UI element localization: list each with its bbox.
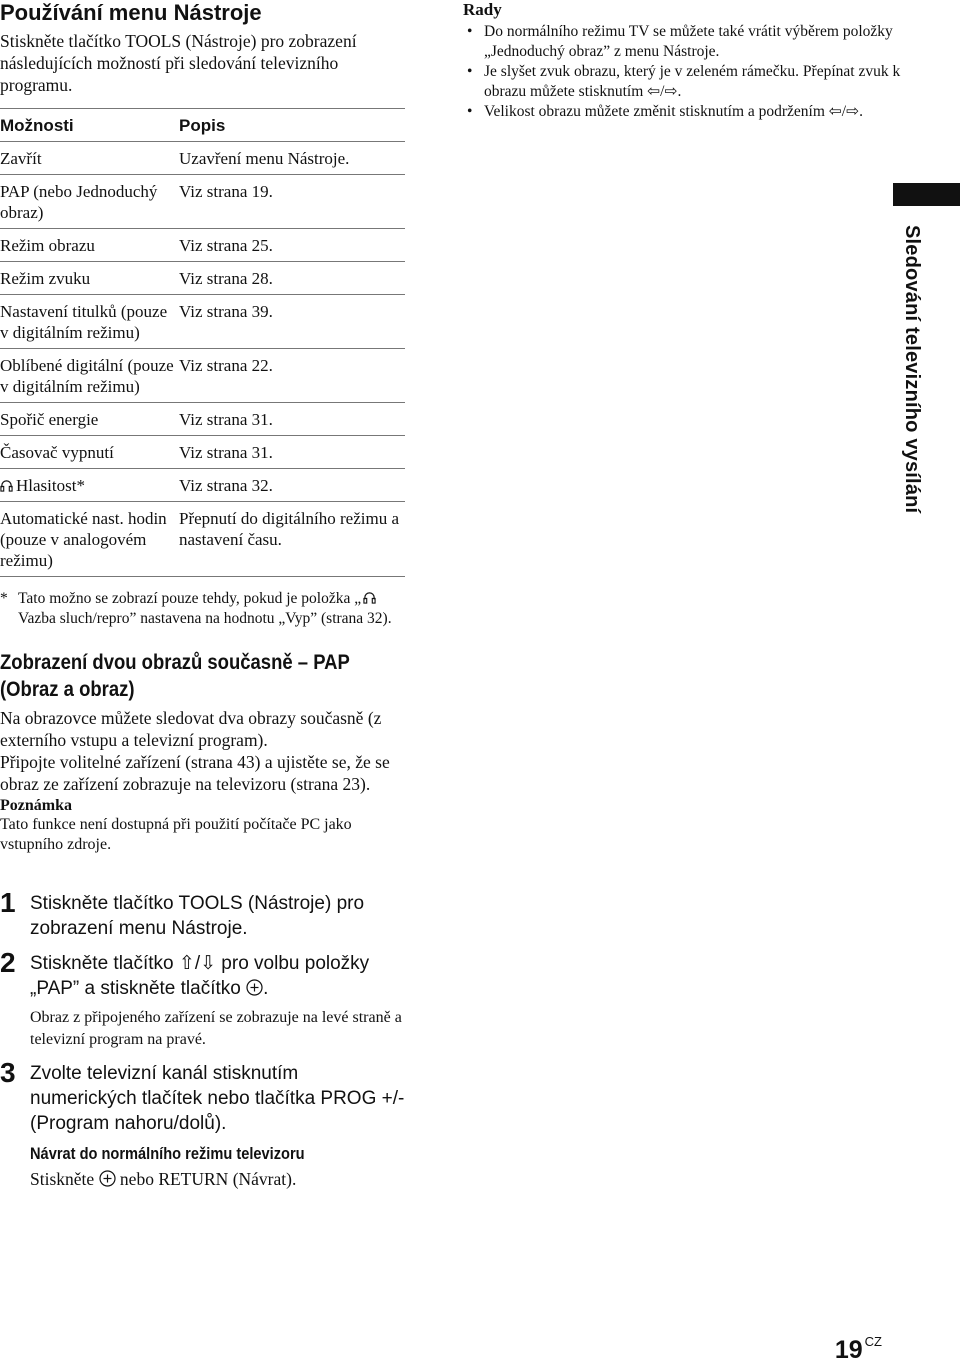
step-2 (0, 947, 410, 1051)
option-name: Režim obrazu (0, 236, 95, 255)
headphone-icon (0, 479, 13, 492)
tips-box (463, 0, 903, 122)
option-name-headphone-volume (0, 469, 179, 502)
tips-title: Rady (463, 0, 502, 19)
return-title: Návrat do normálního režimu televizoru (30, 1144, 305, 1163)
step-number: 1 (0, 887, 16, 918)
option-name: Časovač vypnutí (0, 443, 114, 462)
table-row (0, 175, 405, 229)
table-header-row (0, 109, 405, 142)
footnote-text-b: Vazba sluch/repro” nastavena na hodnotu „Vyp” (strana 32). (18, 610, 392, 627)
pap-paragraph-2: Připojte volitelné zařízení (strana 43) a ujistěte se, že se obraz ze zařízení zobrazuje na televizoru (strana 23). (0, 752, 390, 794)
option-name: Hlasitost* (16, 476, 85, 495)
step-text-part: . (263, 978, 269, 999)
tip-item (463, 62, 903, 102)
tip-text: Velikost obrazu můžete změnit stisknutím a podržením (484, 103, 829, 120)
steps-list (0, 887, 410, 1190)
option-name: Nastavení titulků (pouze v digitálním režimu) (0, 302, 168, 342)
header-description: Popis (179, 116, 226, 135)
header-options: Možnosti (0, 116, 74, 135)
footnote-mark: * (0, 590, 8, 607)
option-description: Viz strana 25. (179, 236, 273, 255)
tip-item (463, 102, 903, 122)
section-title-pap-line2: (Obraz a obraz) (0, 678, 135, 701)
tip-item: • Do normálního režimu TV se můžete také vrátit výběrem položky „Jednoduchý obraz” z menu Nástroje. (463, 22, 903, 62)
intro-text: Stiskněte tlačítko TOOLS (Nástroje) pro zobrazení následujících možností při sledování televizního programu. (0, 31, 357, 95)
table-row (0, 262, 405, 295)
enter-button-icon (99, 1170, 116, 1187)
page-number-value: 19 (834, 1336, 863, 1364)
step-number: 2 (0, 947, 16, 978)
section-title-pap-line1: Zobrazení dvou obrazů současně – PAP (0, 651, 350, 674)
tips-list (463, 22, 903, 122)
step-number: 3 (0, 1057, 16, 1088)
table-row (0, 142, 405, 175)
step-text-part: pro volbu položky „PAP” a stiskněte tlačítko (30, 953, 370, 999)
footnote (0, 589, 410, 629)
option-description: Viz strana 28. (179, 269, 273, 288)
table-row (0, 349, 405, 403)
tip-text: Je slyšet zvuk obrazu, který je v zeleném rámečku. Přepínat zvuk k obrazu můžete stisknutím (484, 63, 901, 100)
page-language: CZ (864, 1334, 882, 1349)
pap-paragraph-1: Na obrazovce můžete sledovat dva obrazy současně (z externího vstupu a televizní program). (0, 708, 382, 750)
option-description: Viz strana 19. (179, 182, 273, 201)
table-bottom-rule (0, 576, 405, 577)
step-subtext: Obraz z připojeného zařízení se zobrazuje na levé straně a televizní program na pravé. (30, 1009, 402, 1048)
enter-button-icon (246, 979, 263, 996)
option-name: Zavřít (0, 149, 42, 168)
option-name: Režim zvuku (0, 269, 91, 288)
note-title: Poznámka (0, 797, 72, 814)
side-tab-marker (893, 183, 960, 206)
page-number (835, 1334, 882, 1365)
step-3 (0, 1057, 410, 1190)
table-row (0, 229, 405, 262)
return-text (30, 1168, 410, 1190)
return-text-part: Stiskněte (30, 1169, 99, 1189)
step-text: Stiskněte tlačítko TOOLS (Nástroje) pro zobrazení menu Nástroje. (30, 893, 365, 939)
side-tab-label (893, 225, 923, 545)
table-row (0, 403, 405, 436)
option-description: Viz strana 31. (179, 443, 273, 462)
left-right-arrow-icon: ⇦/⇨ (647, 83, 678, 100)
step-text: Zvolte televizní kanál stisknutím numerických tlačítek nebo tlačítka PROG +/- (Program nahoru/dolů). (30, 1063, 405, 1134)
options-table (0, 108, 405, 576)
pap-section (0, 649, 410, 855)
table-row (0, 502, 405, 577)
step-text (30, 951, 410, 1001)
option-description: Viz strana 31. (179, 410, 273, 429)
option-name: PAP (nebo Jednoduchý obraz) (0, 182, 158, 222)
option-name: Oblíbené digitální (pouze v digitálním režimu) (0, 356, 174, 396)
return-text-part: nebo RETURN (Návrat). (115, 1169, 297, 1189)
note-text: Tato funkce není dostupná při použití počítače PC jako vstupního zdroje. (0, 816, 352, 853)
option-description: Viz strana 39. (179, 302, 273, 321)
left-right-arrow-icon: ⇦/⇨ (828, 103, 860, 120)
option-description: Uzavření menu Nástroje. (179, 149, 350, 168)
up-down-arrow-icon: ⇧/⇩ (178, 953, 217, 974)
section-title-tools-menu: Používání menu Nástroje (0, 0, 262, 25)
option-name: Spořič energie (0, 410, 99, 429)
option-description: Viz strana 32. (179, 476, 273, 495)
step-text-part: Stiskněte tlačítko (30, 953, 179, 974)
option-description: Přepnutí do digitálního režimu a nastavení času. (179, 509, 400, 549)
table-row (0, 436, 405, 469)
side-tab-text: Sledování televizního vysílání (901, 225, 923, 514)
footnote-text-a: Tato možno se zobrazí pouze tehdy, pokud je položka „ (18, 590, 362, 607)
table-row (0, 295, 405, 349)
option-name: Automatické nast. hodin (pouze v analogovém režimu) (0, 509, 167, 570)
step-1 (0, 887, 410, 941)
headphone-icon (363, 591, 376, 604)
tip-period: . (859, 103, 863, 120)
tip-period: . (677, 83, 682, 100)
left-column (0, 0, 410, 1190)
option-description: Viz strana 22. (179, 356, 273, 375)
table-row (0, 469, 405, 502)
